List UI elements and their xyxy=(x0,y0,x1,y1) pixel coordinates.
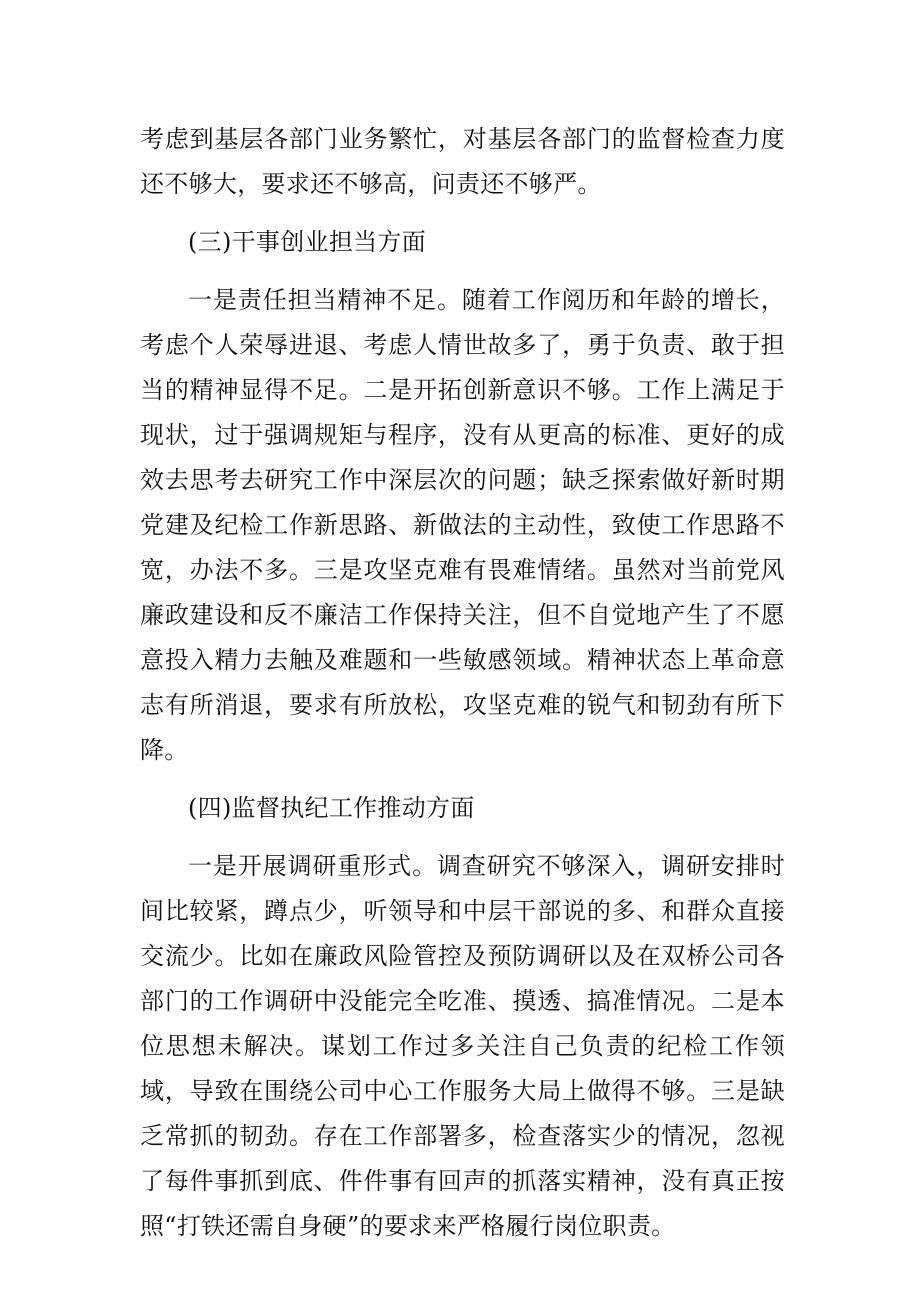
document-body xyxy=(140,117,785,1249)
section-heading-3: (三)干事创业担当方面 xyxy=(188,228,427,256)
paragraph-continuation: 考虑到基层各部门业务繁忙，对基层各部门的监督检查力度还不够大，要求还不够高，问责还不够严。 xyxy=(140,125,785,198)
paragraph-responsibility: 一是责任担当精神不足。随着工作阅历和年龄的增长，考虑个人荣辱进退、考虑人情世故多了，勇于负责、敢于担当的精神显得不足。二是开拓创新意识不够。工作上满足于现状，过于强调规矩与程序，没有从更高的标准、更好的成效去思考去研究工作中深层次的问题；缺乏探索做好新时期党建及纪检工作新思路、新做法的主动性，致使工作思路不宽，办法不多。三是攻坚克难有畏难情绪。虽然对当前党风廉政建设和反不廉洁工作保持关注，但不自觉地产生了不愿意投入精力去触及难题和一些敏感领域。精神状态上革命意志有所消退，要求有所放松，攻坚克难的锐气和韧劲有所下降。 xyxy=(140,286,785,764)
section-heading-4: (四)监督执纪工作推动方面 xyxy=(188,794,475,822)
paragraph-supervision: 一是开展调研重形式。调查研究不够深入，调研安排时间比较紧，蹲点少，听领导和中层干部说的多、和群众直接交流少。比如在廉政风险管控及预防调研以及在双桥公司各部门的工作调研中没能完全吃准、摸透、搞准情况。二是本位思想未解决。谋划工作过多关注自己负责的纪检工作领域，导致在围绕公司中心工作服务大局上做得不够。三是缺乏常抓的韧劲。存在工作部署多，检查落实少的情况，忽视了每件事抓到底、件件事有回声的抓落实精神，没有真正按照“打铁还需自身硬”的要求来严格履行岗位职责。 xyxy=(140,852,785,1240)
